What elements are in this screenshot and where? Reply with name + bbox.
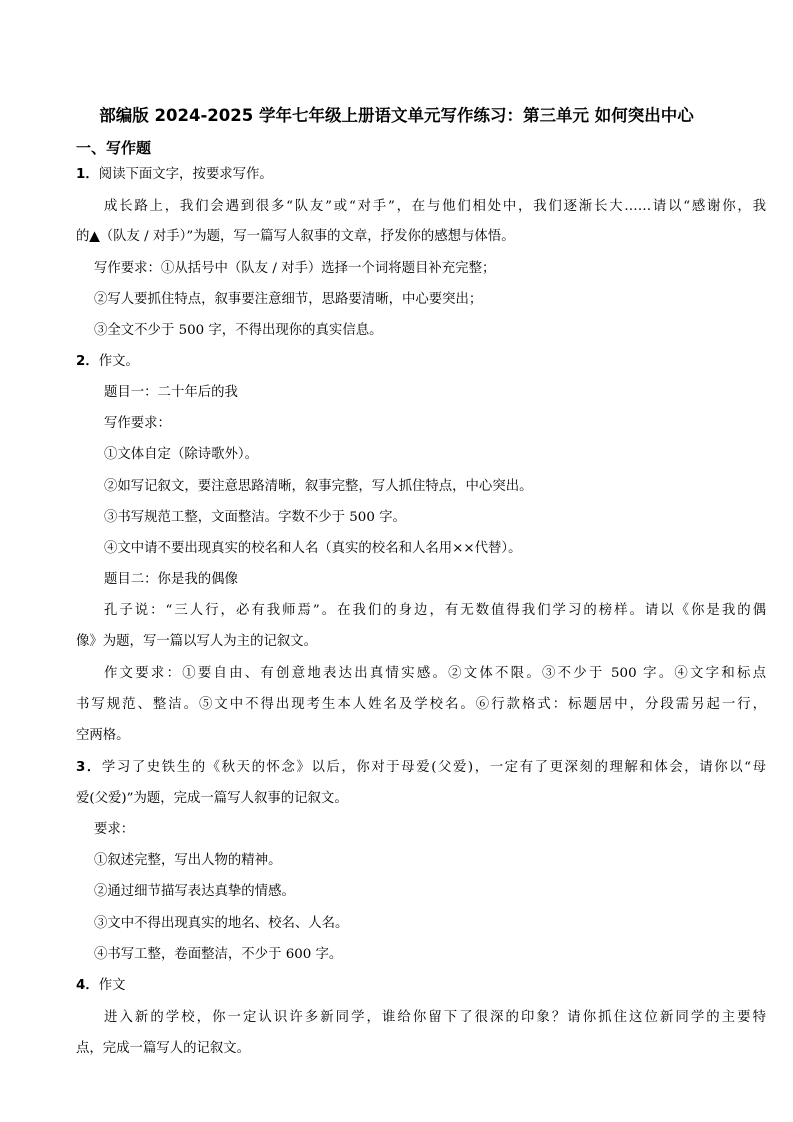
- q2-requirement-2: ②如写记叙文，要注意思路清晰，叙事完整，写人抓住特点，中心突出。: [104, 479, 533, 494]
- q3-requirement-2: ②通过细节描写表达真挚的情感。: [94, 884, 295, 899]
- question-number: 1．: [76, 167, 99, 182]
- q2-requirement-1: ①文体自定（除诗歌外）。: [104, 447, 258, 462]
- question-4-heading: [76, 976, 126, 996]
- q2-topic-1: 题目一：二十年后的我: [104, 385, 238, 400]
- question-1-heading: [76, 165, 273, 185]
- q1-requirement-2: ②写人要抓住特点，叙事要注意细节，思路要清晰，中心要突出；: [94, 292, 483, 307]
- q1-paragraph-line-2: [76, 227, 515, 247]
- q1-para2-pre: 的: [76, 229, 90, 244]
- section-heading: 一、写作题: [76, 139, 152, 157]
- question-3-line-2: 爱(父爱)”为题，完成一篇写人叙事的记叙文。: [76, 791, 348, 806]
- q2-paragraph-line-2: 像》为题，写一篇以写人为主的记叙文。: [76, 634, 318, 649]
- q3-requirement-4: ④书写工整，卷面整洁，不少于 600 字。: [94, 947, 343, 962]
- q3-requirement-1: ①叙述完整，写出人物的精神。: [94, 853, 282, 868]
- q1-paragraph-line-1: 成长路上，我们会遇到很多“队友”或“对手”，在与他们相处中，我们逐渐长大……请以“感谢你，我: [104, 199, 766, 214]
- q2-paragraph-line-3: 作文要求：①要自由、有创意地表达出真情实感。②文体不限。③不少于 500 字。④文字和标点: [104, 666, 766, 681]
- q2-paragraph-line-1: 孔子说：“三人行，必有我师焉”。在我们的身边，有无数值得我们学习的榜样。请以《你是我的偶: [104, 603, 766, 618]
- q2-requirement-label: 写作要求：: [104, 416, 171, 431]
- question-prompt: 作文: [98, 978, 126, 993]
- question-prompt: 作文。: [98, 354, 139, 369]
- question-number: 4．: [76, 978, 99, 993]
- q2-paragraph-line-4: 书写规范、整洁。⑤文中不得出现考生本人姓名及学校名。⑥行款格式：标题居中，分段需另起一行，: [76, 697, 766, 712]
- question-number: 3．: [76, 760, 102, 775]
- q4-paragraph-line-2: 点，完成一篇写人的记叙文。: [76, 1041, 251, 1056]
- page-title: 部编版 2024-2025 学年七年级上册语文单元写作练习：第三单元 如何突出中心: [99, 106, 694, 125]
- question-3-line-1: [76, 758, 766, 778]
- q1-requirement-3: ③全文不少于 500 字，不得出现你的真实信息。: [94, 323, 383, 338]
- q2-topic-2: 题目二：你是我的偶像: [104, 572, 238, 587]
- q3-requirement-3: ③文中不得出现真实的地名、校名、人名。: [94, 916, 349, 931]
- q2-requirement-3: ③书写规范工整，文面整洁。字数不少于 500 字。: [104, 510, 406, 525]
- question-2-heading: [76, 352, 139, 372]
- q2-requirement-4: ④文中请不要出现真实的校名和人名（真实的校名和人名用××代替）。: [104, 541, 522, 556]
- q3-requirement-label: 要求：: [94, 822, 135, 837]
- q1-requirement-1: 写作要求：①从括号中（队友 / 对手）选择一个词将题目补充完整；: [94, 261, 496, 276]
- blank-triangle-icon: ▲: [89, 229, 100, 244]
- q2-paragraph-line-5: 空两格。: [76, 728, 130, 743]
- question-number: 2．: [76, 354, 99, 369]
- q1-para2-post: （队友 / 对手）”为题，写一篇写人叙事的文章，抒发你的感想与体悟。: [99, 229, 515, 244]
- q4-paragraph-line-1: 进入新的学校，你一定认识许多新同学，谁给你留下了很深的印象？请你抓住这位新同学的主要特: [104, 1010, 766, 1025]
- question-prompt: 阅读下面文字，按要求写作。: [98, 167, 273, 182]
- q3-line-1-text: 学习了史铁生的《秋天的怀念》以后，你对于母爱(父爱)，一定有了更深刻的理解和体会，请你以“母: [101, 760, 766, 775]
